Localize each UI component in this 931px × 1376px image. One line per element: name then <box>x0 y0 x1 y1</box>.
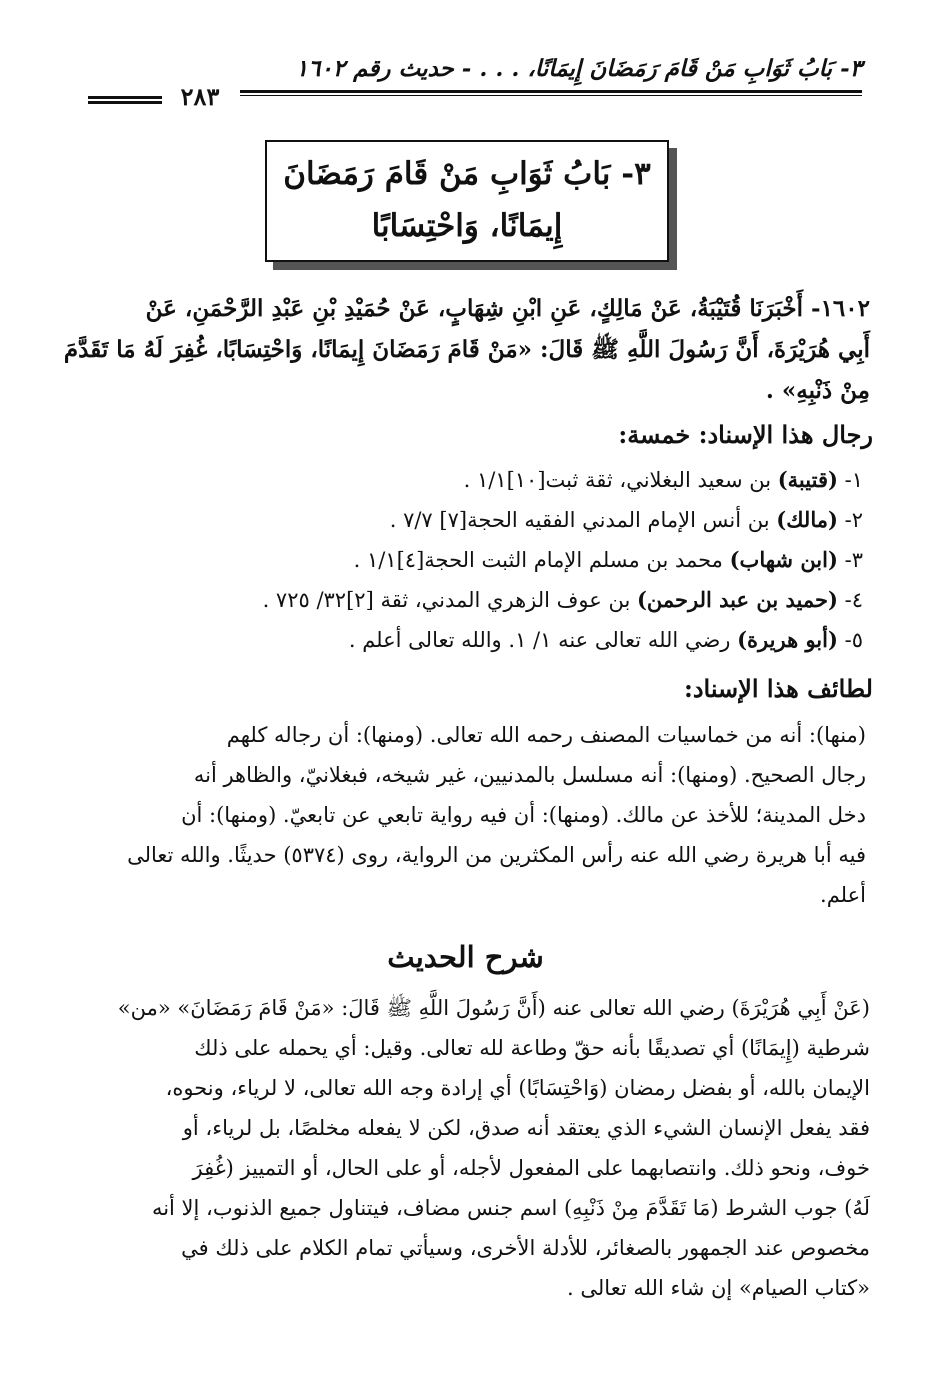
lataif-heading: لطائف هذا الإسناد: <box>683 674 873 703</box>
sharh-heading: شرح الحديث <box>387 940 544 974</box>
lataif-line: (منها): أنه من خماسيات المصنف رحمه الله تعالى. (ومنها): أن رجاله كلهم <box>226 723 866 747</box>
narrator-item <box>103 500 863 540</box>
sharh-line: الإيمان بالله، أو بفضل رمضان (وَاحْتِسَابًا) أي إرادة وجه الله تعالى، لا لرياء، ونحوه، <box>165 1076 870 1100</box>
chapter-title <box>267 142 667 252</box>
hadith-line: ١٦٠٢- أَخْبَرَنَا قُتَيْبَةُ، عَنْ مَالِكٍ، عَنِ ابْنِ شِهَابٍ، عَنْ حُمَيْدِ بْنِ عَبْدِ الرَّحْمَنِ، عَنْ <box>145 295 870 322</box>
chapter-title-line-2: إِيمَانًا، وَاحْتِسَابًا <box>371 208 563 244</box>
sharh-line: لَهُ) جوب الشرط (مَا تَقَدَّمَ مِنْ ذَنْبِهِ) اسم جنس مضاف، فيتناول جميع الذنوب، إلا أنه <box>151 1196 870 1220</box>
narrator-name: (أبو هريرة) <box>737 627 838 652</box>
page-number: ٢٨٣ <box>180 82 220 111</box>
sharh-line: (عَنْ أَبِي هُرَيْرَةَ) رضي الله تعالى عنه (أَنَّ رَسُولَ اللَّهِ ﷺ قَالَ: «مَنْ قَامَ رَمَضَانَ» «من» <box>117 996 870 1020</box>
sharh-line: «كتاب الصيام» إن شاء الله تعالى . <box>567 1276 870 1300</box>
header-rule <box>240 90 862 96</box>
narrator-name: (مالك) <box>776 507 838 532</box>
narrator-list <box>103 460 863 660</box>
narrator-name: (ابن شهاب) <box>729 547 838 572</box>
chapter-title-box <box>265 140 669 262</box>
narrator-name: (حميد بن عبد الرحمن) <box>636 587 838 612</box>
narrator-details: بن سعيد البغلاني، ثقة ثبت[١٠]١/١ . <box>463 468 772 492</box>
sharh-line: فقد يفعل الإنسان الشيء الذي يعتقد أنه صدق، لكن لا يفعله مخلصًا، بل لرياء، أو <box>182 1116 870 1140</box>
lataif-text <box>96 715 866 915</box>
lataif-line: أعلم. <box>820 883 866 907</box>
narrator-number: ٥- <box>844 628 863 652</box>
lataif-line: فيه أبا هريرة رضي الله عنه رأس المكثرين من الرواية، روى (٥٣٧٤) حديثًا. والله تعالى <box>127 843 866 867</box>
sharh-line: مخصوص عند الجمهور بالصغائر، للأدلة الأخرى، وسيأتي تمام الكلام على ذلك في <box>181 1236 870 1260</box>
narrator-item <box>103 460 863 500</box>
narrator-item <box>103 540 863 580</box>
narrator-number: ٢- <box>844 508 863 532</box>
sharh-text <box>96 988 870 1308</box>
narrator-number: ٣- <box>844 548 863 572</box>
narrator-details: بن أنس الإمام المدني الفقيه الحجة[٧] ٧/٧ . <box>389 508 770 532</box>
narrator-name: (قتيبة) <box>777 467 838 492</box>
narrator-item <box>103 620 863 660</box>
narrator-item <box>103 580 863 620</box>
sharh-line: خوف، ونحو ذلك. وانتصابهما على المفعول لأجله، أو على الحال، أو التمييز (غُفِرَ <box>192 1156 870 1180</box>
narrator-details: محمد بن مسلم الإمام الثبت الحجة[٤]١/١ . <box>353 548 723 572</box>
chapter-title-line-1: ٣- بَابُ ثَوَابِ مَنْ قَامَ رَمَضَانَ <box>283 156 651 192</box>
narrator-details: رضي الله تعالى عنه ١/ ١. والله تعالى أعلم . <box>348 628 731 652</box>
narrator-details: بن عوف الزهري المدني، ثقة [٢]٣٢/ ٧٢٥ . <box>262 588 631 612</box>
hadith-line: مِنْ ذَنْبِهِ» . <box>765 377 870 404</box>
hadith-text <box>63 288 870 411</box>
header-rule-left <box>88 96 162 104</box>
lataif-line: دخل المدينة؛ للأخذ عن مالك. (ومنها): أن فيه رواية تابعي عن تابعيّ. (ومنها): أن <box>181 803 866 827</box>
rijal-heading: رجال هذا الإسناد: خمسة: <box>618 420 873 449</box>
running-header: ٣- بَابُ ثَوَابِ مَنْ قَامَ رَمَضَانَ إِيمَانًا، . . . - حديث رقم ١٦٠٢ <box>295 55 862 82</box>
sharh-line: شرطية (إِيمَانًا) أي تصديقًا بأنه حقّ وطاعة لله تعالى. وقيل: أي يحمله على ذلك <box>194 1036 870 1060</box>
hadith-line: أَبِي هُرَيْرَةَ، أَنَّ رَسُولَ اللَّهِ ﷺ قَالَ: «مَنْ قَامَ رَمَضَانَ إِيمَانًا، وَاحْتِسَابًا، غُفِرَ لَهُ مَا تَقَدَّمَ <box>63 336 870 363</box>
narrator-number: ٤- <box>844 588 863 612</box>
narrator-number: ١- <box>844 468 863 492</box>
lataif-line: رجال الصحيح. (ومنها): أنه مسلسل بالمدنيين، غير شيخه، فبغلانيّ، والظاهر أنه <box>193 763 866 787</box>
